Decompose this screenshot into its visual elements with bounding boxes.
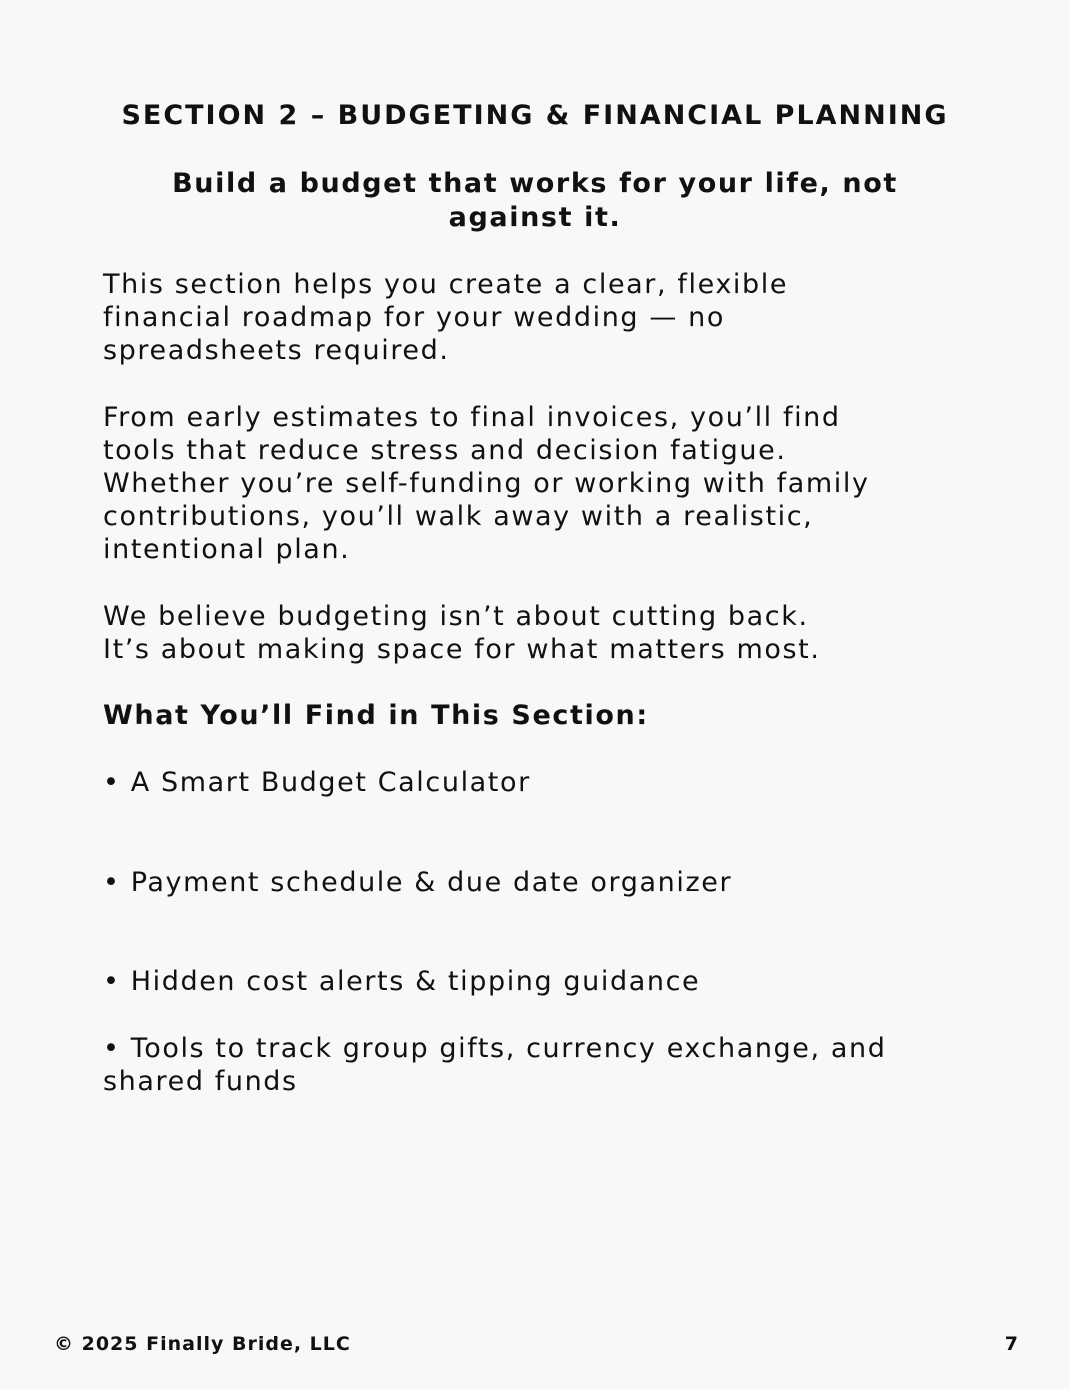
list-item-text: • Hidden cost alerts & tipping guidance — [103, 966, 701, 997]
paragraph-line: We believe budgeting isn’t about cutting back. — [103, 601, 809, 632]
list-item — [103, 866, 963, 899]
page-number: 7 — [1004, 1333, 1018, 1355]
paragraph-line: spreadsheets required. — [103, 335, 450, 366]
section-title: SECTION 2 – BUDGETING & FINANCIAL PLANNING — [121, 100, 949, 131]
belief-paragraph — [103, 600, 963, 666]
list-item-text: • Tools to track group gifts, currency exchange, and — [103, 1033, 887, 1064]
paragraph-line: This section helps you create a clear, flexible — [103, 269, 789, 300]
paragraph-line: intentional plan. — [103, 534, 351, 565]
list-item-text: shared funds — [103, 1066, 298, 1097]
paragraph-line: tools that reduce stress and decision fatigue. — [103, 435, 787, 466]
list-item-text: • Payment schedule & due date organizer — [103, 867, 733, 898]
paragraph-line: contributions, you’ll walk away with a realistic, — [103, 501, 814, 532]
tools-paragraph — [103, 401, 963, 566]
paragraph-line: From early estimates to final invoices, you’ll find — [103, 402, 841, 433]
list-item-text: • A Smart Budget Calculator — [103, 767, 531, 798]
intro-paragraph — [103, 268, 963, 367]
footer-copyright: © 2025 Finally Bride, LLC — [54, 1333, 351, 1355]
section-subtitle: Build a budget that works for your life, not against it. — [172, 168, 898, 233]
list-item — [103, 965, 963, 998]
paragraph-line: It’s about making space for what matters most. — [103, 634, 821, 665]
list-item — [103, 1032, 963, 1098]
find-heading: What You’ll Find in This Section: — [103, 700, 649, 731]
list-item — [103, 766, 963, 799]
paragraph-line: financial roadmap for your wedding — no — [103, 302, 725, 333]
paragraph-line: Whether you’re self-funding or working with family — [103, 468, 870, 499]
